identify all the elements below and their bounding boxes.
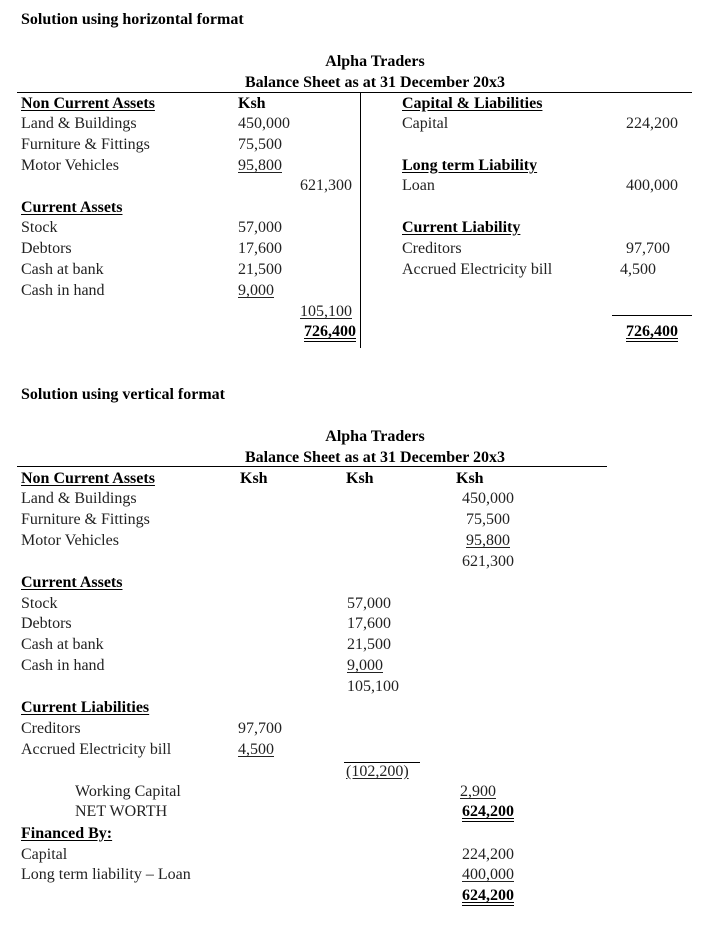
h-nca-value-land: 450,000	[238, 115, 290, 132]
h-ca-label-bank: Cash at bank	[21, 261, 104, 278]
v-nca-label-land: Land & Buildings	[21, 490, 137, 507]
h-ltl-header: Long term Liability	[402, 157, 538, 174]
horizontal-heading: Solution using horizontal format	[21, 11, 244, 28]
h-ca-total: 105,100	[300, 303, 352, 320]
h-nca-label-furniture: Furniture & Fittings	[21, 136, 150, 153]
v-ca-value-debtors: 17,600	[347, 615, 391, 632]
v-capital-value: 224,200	[462, 846, 514, 863]
v-cl-total: (102,200)	[346, 763, 409, 780]
v-financed-by-header: Financed By:	[21, 825, 113, 842]
v-ca-total: 105,100	[347, 678, 399, 695]
h-ca-value-bank: 21,500	[238, 261, 282, 278]
v-ca-label-debtors: Debtors	[21, 615, 72, 632]
v-ca-label-cash: Cash in hand	[21, 657, 105, 674]
h-ksh-header: Ksh	[238, 95, 266, 112]
v-loan-label: Long term liability – Loan	[21, 866, 191, 883]
v-net-worth-label: NET WORTH	[75, 803, 168, 820]
h-ca-value-debtors: 17,600	[238, 240, 282, 257]
v-financed-total: 624,200	[462, 887, 514, 904]
h-ca-label-cash: Cash in hand	[21, 282, 105, 299]
h-center-divider	[360, 92, 361, 348]
v-nca-total: 621,300	[462, 553, 514, 570]
v-balance-sheet-title: Balance Sheet as at 31 December 20x3	[244, 449, 506, 466]
vertical-heading: Solution using vertical format	[21, 386, 225, 403]
v-nca-label-motor: Motor Vehicles	[21, 532, 119, 549]
h-nca-header: Non Current Assets	[21, 95, 155, 112]
h-nca-label-motor: Motor Vehicles	[21, 157, 119, 174]
v-ca-label-stock: Stock	[21, 595, 58, 612]
v-col-header-1: Ksh	[240, 470, 268, 487]
h-ca-header: Current Assets	[21, 199, 123, 216]
v-working-capital-value: 2,900	[460, 783, 496, 800]
v-nca-value-furniture: 75,500	[466, 511, 510, 528]
v-col-header-3: Ksh	[456, 470, 484, 487]
h-loan-label: Loan	[402, 177, 435, 194]
v-nca-header: Non Current Assets	[21, 470, 155, 487]
h-capital-label: Capital	[402, 115, 449, 132]
h-ca-value-cash: 9,000	[238, 282, 274, 299]
v-nca-value-motor: 95,800	[466, 532, 510, 549]
h-left-grand-total: 726,400	[304, 323, 356, 340]
h-ca-label-stock: Stock	[21, 219, 58, 236]
v-cl-label-creditors: Creditors	[21, 720, 81, 737]
v-capital-label: Capital	[21, 846, 68, 863]
v-cl-value-electricity: 4,500	[238, 741, 274, 758]
h-cl-value-electricity: 4,500	[620, 261, 656, 278]
v-ca-value-cash: 9,000	[347, 657, 383, 674]
v-company-name: Alpha Traders	[325, 428, 425, 445]
v-cl-header: Current Liabilities	[21, 699, 150, 716]
v-nca-value-land: 450,000	[462, 490, 514, 507]
h-company-name: Alpha Traders	[325, 53, 425, 70]
h-right-grand-total: 726,400	[626, 323, 678, 340]
h-ca-label-debtors: Debtors	[21, 240, 72, 257]
v-col-header-2: Ksh	[346, 470, 374, 487]
v-ca-label-bank: Cash at bank	[21, 636, 104, 653]
h-right-total-rule	[612, 315, 692, 316]
h-header-rule	[17, 92, 692, 93]
v-net-worth-value: 624,200	[462, 803, 514, 820]
h-loan-value: 400,000	[626, 177, 678, 194]
h-cl-header: Current Liability	[402, 219, 521, 236]
v-nca-label-furniture: Furniture & Fittings	[21, 511, 150, 528]
v-ca-value-stock: 57,000	[347, 595, 391, 612]
v-ca-value-bank: 21,500	[347, 636, 391, 653]
v-loan-value: 400,000	[462, 866, 514, 883]
h-capital-liabilities-header: Capital & Liabilities	[402, 95, 543, 112]
v-cl-label-electricity: Accrued Electricity bill	[21, 741, 172, 758]
h-cl-value-creditors: 97,700	[626, 240, 670, 257]
h-ca-value-stock: 57,000	[238, 219, 282, 236]
h-nca-total: 621,300	[300, 177, 352, 194]
h-cl-label-creditors: Creditors	[402, 240, 462, 257]
v-working-capital-label: Working Capital	[75, 783, 181, 800]
h-capital-value: 224,200	[626, 115, 678, 132]
h-nca-value-furniture: 75,500	[238, 136, 282, 153]
v-header-rule	[17, 466, 607, 467]
h-balance-sheet-title: Balance Sheet as at 31 December 20x3	[244, 74, 506, 91]
h-nca-value-motor: 95,800	[238, 157, 282, 174]
h-cl-label-electricity: Accrued Electricity bill	[402, 261, 553, 278]
v-cl-value-creditors: 97,700	[238, 720, 282, 737]
v-ca-header: Current Assets	[21, 574, 123, 591]
h-nca-label-land: Land & Buildings	[21, 115, 137, 132]
